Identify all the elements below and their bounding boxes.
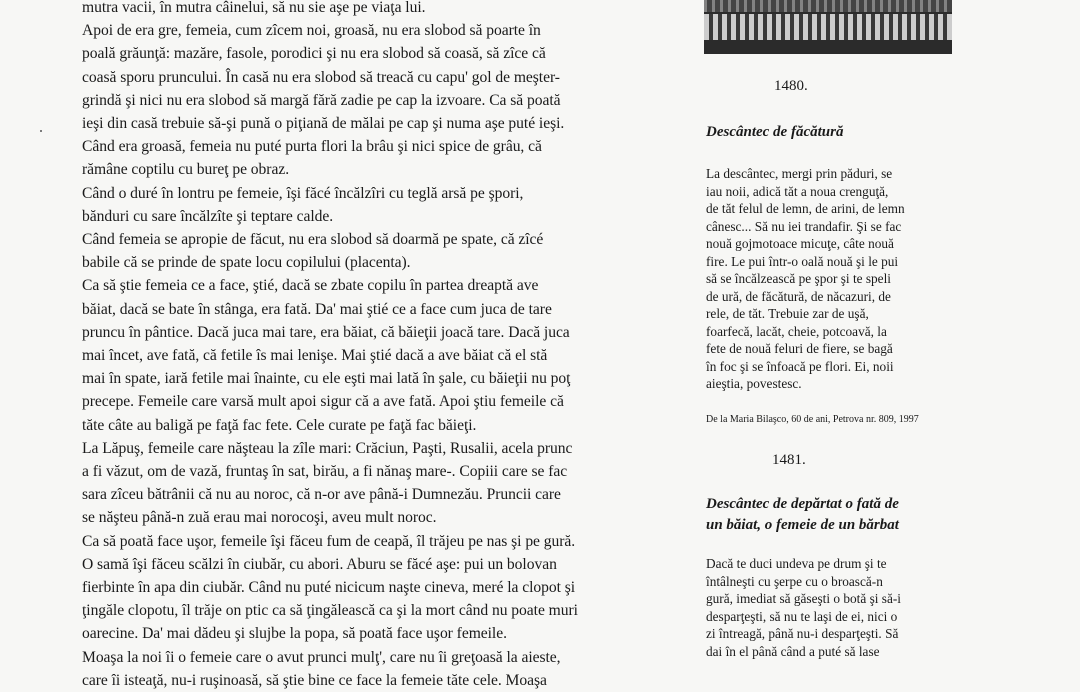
entry-body [706,555,956,660]
text-line: băiat, dacă se bate în stânga, era fată. Da' mai ştié ce a face cum juca de tare [82,300,552,318]
entry-line: în foc şi se înfoacă pe flori. Ei, noii [706,358,894,374]
text-line: Când femeia se apropie de făcut, nu era slobod să doarmă pe spate, că zîcé [82,231,544,249]
text-line: oarecine. Da' mai dădeu şi slujbe la popa, să poată face uşor femeile. [82,625,507,643]
text-line: ieşi din casă trebuie să-şi pună o piţiană de mălai pe cap şi numa aşe puté ieşi. [82,115,565,133]
text-line: La Lăpuş, femeile care năşteau la zîle mari: Crăciun, Paşti, Rusalii, acela prunc [82,439,573,457]
entry-body [706,165,956,393]
text-line: fierbinte în apa din ciubăr. Când nu puté nicicum naşte cineva, meré la clopot şi [82,579,576,597]
entry-line: de tăt felul de lemn, de arini, de lemn [706,201,905,216]
entry-source: De la Maria Bilaşco, 60 de ani, Petrova nr. 809, 1997 [706,414,919,425]
text-line: mai în spate, iară fetile mai înainte, cu ele eşti mai lată în şale, cu băieţii nu poţ [82,370,571,388]
text-line: coasă sporu pruncului. În casă nu era slobod să treacă cu capu' gol de meşter- [82,68,560,86]
text-line: care îi isteaţă, nu-i ruşinoasă, să ştie bine ce face la femeie tăte cele. Moaşa [82,671,547,689]
main-text-column [82,0,680,692]
entry-line: de ură, de făcătură, de năcazuri, de [706,288,891,304]
text-line: grindă şi nici nu era slobod să margă fără zadie pe cap la izvoare. Ca să poată [82,91,561,109]
text-line: mutra vacii, în mutra câinelui, să nu sie aşe pe viaţa lui. [82,0,426,16]
text-line: tăte câte au baligă pe faţă fac fete. Cele curate pe faţă fac băieţi. [82,416,477,434]
text-line: Ca să ştie femeia ce a face, ştié, dacă se zbate copilu în partea dreaptă ave [82,277,539,295]
text-line: a fi văzut, om de vază, fruntaş în sat, birău, a fi nănaş mare-. Copiii care se fac [82,463,568,481]
text-line: Când era groasă, femeia nu puté purta flori la brâu şi nici spice de grâu, că [82,138,542,156]
text-line: rămâne coptilu cu bureţ pe obraz. [82,161,290,179]
text-line: babile că se prinde de spate locu copilului (placenta). [82,254,411,272]
text-line: precepe. Femeile care varsă mult apoi sigur că a ave fată. Apoi ştiu femeile că [82,393,564,411]
entry-line: gură, imediat să găseşti o botă şi să-i [706,591,901,606]
entry-title [706,494,954,536]
entry-line: fire. Le pui într-o oală nouă şi le pui [706,253,899,269]
entry-line: Dacă te duci undeva pe drum şi te [706,556,887,571]
text-line: bănduri cu sare încălzîte şi teptare calde. [82,207,334,225]
entry-line: dai în el până când a puté să lase [706,643,880,659]
text-line: mai încet, ave fată, că fetile îs mai lenişe. Mai ştié dacă a ave băiat că el stă [82,347,548,365]
entry-line: nouă gojmotoace micuţe, câte nouă [706,236,894,251]
entry-line: iau noii, adică tăt a noua crenguţă, [706,183,889,199]
text-line: ţingăle clopotu, îl trăje on ptic ca să ţingălească ca şi la mort când nu poate muri [82,602,578,620]
entry-line: întâlneşti cu şerpe cu o broască-n [706,573,883,589]
entry-number: 1480. [774,78,808,94]
entry-title-line: un băiat, o femeie de un bărbat [706,517,899,533]
text-line: Ca să poată face uşor, femeile îşi făceu fum de ceapă, îl trăjeu pe nas şi pe gură. [82,532,576,550]
entry-line: să se încălzească pe şpor şi te speli [706,271,891,286]
text-line: sara zîceu bătrânii că nu au noroc, că n-or ave până-i Dumnezău. Pruncii care [82,486,561,504]
entry-number: 1481. [772,452,806,468]
text-line: se năşteu până-n zuă erau mai norocoşi, aveu mult noroc. [82,509,437,527]
text-line: poală grăunţă: mazăre, fasole, porodici şi nu era slobod să coasă, să zîce că [82,45,546,63]
entry-title-line: Descântec de depărtat o fată de [706,496,899,512]
entry-line: zi întreagă, până nu-i desparţeşti. Să [706,626,899,641]
entry-line: aieştia, povestesc. [706,376,802,391]
entry-line: La descântec, mergi prin păduri, se [706,166,893,181]
entry-line: cânesc... Să nu iei trandafir. Şi se fac [706,218,902,234]
text-line: Moaşa la noi îi o femeie care o avut prunci mulţ', care nu îi greţoasă la aieste, [82,648,561,666]
photo-fragment [704,0,952,54]
text-line: O samă îşi făceu scălzi în ciubăr, cu abori. Aburu se făcé aşe: pui un bolovan [82,555,557,573]
text-line: Apoi de era gre, femeia, cum zîcem noi, groasă, nu era slobod să poarte în [82,22,541,40]
entry-line: foarfecă, lacăt, cheie, potcoavă, la [706,323,887,339]
entry-line: rele, de tăt. Trebuie zar de uşă, [706,306,869,321]
text-line: pruncu în pântice. Dacă juca mai tare, era băiat, că băieţii joacă tare. Dacă juca [82,323,570,341]
entry-title: Descântec de făcătură [706,124,844,140]
entry-line: desparţeşti, să nu te laşi de ei, nici o [706,608,898,624]
entry-line: fete de nouă feluri de fiere, se bagă [706,341,893,356]
scan-speck [40,130,42,132]
text-line: Când o duré în lontru pe femeie, îşi făcé încălzîri cu teglă arsă pe şpori, [82,184,524,202]
